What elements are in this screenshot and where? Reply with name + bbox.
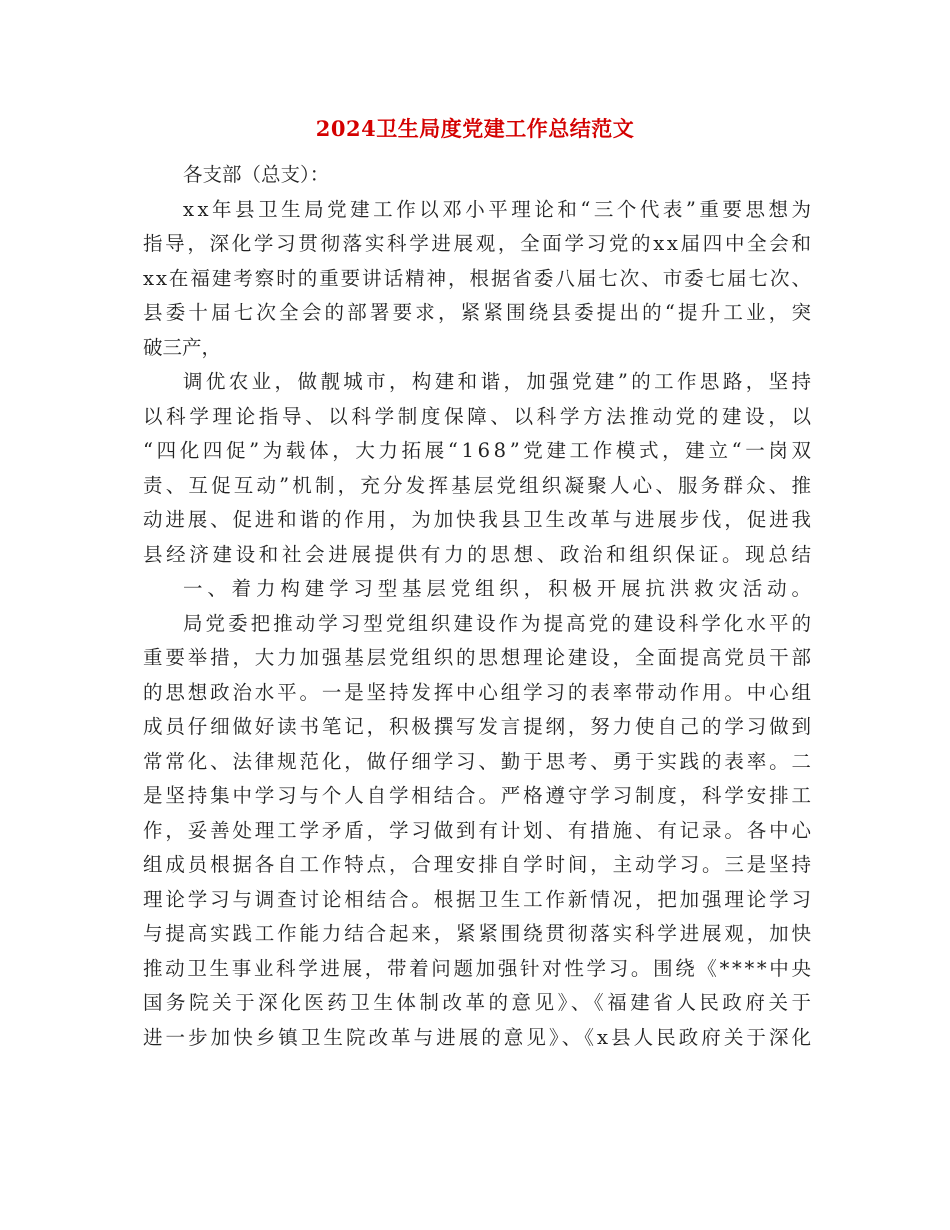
text-line: 进一步加快乡镇卫生院改革与进展的意见》、《x县人民政府关于深化 <box>143 1025 815 1049</box>
text-line: 指导，深化学习贯彻落实科学进展观，全面学习党的xx届四中全会和 <box>143 232 814 255</box>
text-line: 与提高实践工作能力结合起来，紧紧围绕贯彻落实科学进展观，加快 <box>143 922 814 945</box>
text-line: 动进展、促进和谐的作用，为加快我县卫生改革与进展步伐，促进我 <box>143 508 814 531</box>
text-line: 成员仔细做好读书笔记，积极撰写发言提纲，努力使自己的学习做到 <box>143 715 814 738</box>
document-title: 2024卫生局度党建工作总结范文 <box>315 116 635 141</box>
text-line: 局党委把推动学习型党组织建设作为提高党的建设科学化水平的 <box>183 611 815 635</box>
text-line: 重要举措，大力加强基层党组织的思想理论建设，全面提高党员干部 <box>143 646 814 669</box>
text-line: 县委十届七次全会的部署要求，紧紧围绕县委提出的“提升工业，突 <box>143 301 815 324</box>
text-line: 推动卫生事业科学进展，带着问题加强针对性学习。围绕《****中央 <box>143 956 814 980</box>
text-line: 的思想政治水平。一是坚持发挥中心组学习的表率带动作用。中心组 <box>143 680 814 704</box>
text-line: 责、互促互动”机制，充分发挥基层党组织凝聚人心、服务群众、推 <box>143 473 815 497</box>
text-line: “四化四促”为载体，大力拓展“168”党建工作模式，建立“一岗双 <box>143 439 815 462</box>
text-line: 调优农业，做靓城市，构建和谐，加强党建”的工作思路，坚持 <box>183 370 815 393</box>
text-line: 理论学习与调查讨论相结合。根据卫生工作新情况，把加强理论学习 <box>143 887 814 911</box>
text-line: 国务院关于深化医药卫生体制改革的意见》、《福建省人民政府关于 <box>143 991 815 1014</box>
text-line: 作，妥善处理工学矛盾，学习做到有计划、有措施、有记录。各中心 <box>143 818 814 842</box>
text-line: 是坚持集中学习与个人自学相结合。严格遵守学习制度，科学安排工 <box>143 784 814 807</box>
text-line: 常常化、法律规范化，做仔细学习、勤于思考、勇于实践的表率。二 <box>143 749 814 773</box>
document-body <box>143 158 816 1055</box>
text-line: xx在福建考察时的重要讲话精神，根据省委八届七次、市委七届七次、 <box>143 266 813 290</box>
text-line: xx年县卫生局党建工作以邓小平理论和“三个代表”重要思想为 <box>183 197 815 221</box>
text-line: 以科学理论指导、以科学制度保障、以科学方法推动党的建设，以 <box>143 404 815 428</box>
text-line: 组成员根据各自工作特点，合理安排自学时间，主动学习。三是坚持 <box>143 853 814 876</box>
text-line: 县经济建设和社会进展提供有力的思想、政治和组织保证。现总结 <box>143 542 815 566</box>
text-line: 破三产， <box>143 335 222 359</box>
text-line: 一、着力构建学习型基层党组织，积极开展抗洪救灾活动。 <box>183 577 816 600</box>
text-line: 各支部（总支）： <box>183 163 330 186</box>
